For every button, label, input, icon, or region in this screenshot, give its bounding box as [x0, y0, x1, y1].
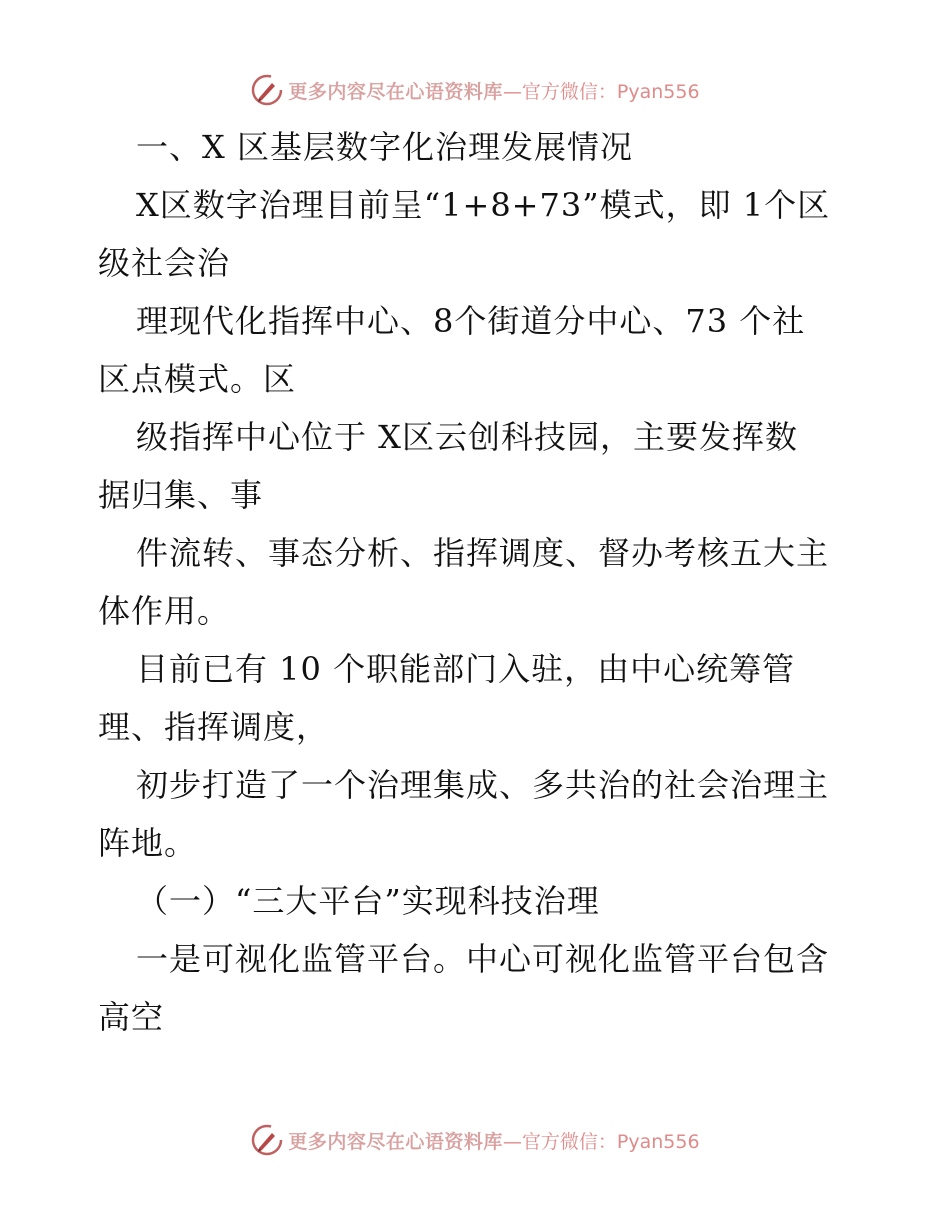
doc-line: 体作用。 [98, 592, 231, 630]
doc-line: 件流转、事态分析、指挥调度、督办考核五大主 [136, 534, 830, 572]
watermark-contact: —官方微信：Pyan556 [502, 80, 700, 103]
doc-line: 区点模式。区 [98, 360, 297, 398]
watermark-text: 更多内容尽在心语资料库 [288, 1130, 503, 1153]
doc-line: 级指挥中心位于 X区云创科技园，主要发挥数 [136, 418, 798, 456]
doc-line: 级社会治 [98, 244, 231, 282]
doc-line: （一）“三大平台”实现科技治理 [136, 882, 600, 920]
doc-line: 理现代化指挥中心、8个街道分中心、73 个社 [136, 302, 806, 340]
doc-line: 一、X 区基层数字化治理发展情况 [136, 128, 633, 166]
doc-line: 目前已有 10 个职能部门入驻，由中心统筹管 [136, 650, 796, 688]
footer-watermark [0, 1122, 950, 1158]
watermark-contact: —官方微信：Pyan556 [502, 1130, 700, 1153]
doc-line: 一是可视化监管平台。中心可视化监管平台包含 [136, 940, 830, 978]
doc-line: 高空 [98, 998, 165, 1036]
pen-logo-icon [250, 1123, 284, 1157]
watermark-text: 更多内容尽在心语资料库 [288, 80, 503, 103]
pen-logo-icon [250, 73, 284, 107]
doc-line: 阵地。 [98, 824, 198, 862]
doc-line: 据归集、事 [98, 476, 264, 514]
doc-line: 理、指挥调度， [98, 708, 330, 746]
doc-line: 初步打造了一个治理集成、多共治的社会治理主 [136, 766, 830, 804]
document-body [98, 118, 858, 1046]
doc-line: X区数字治理目前呈“1+8+73”模式，即 1个区 [136, 186, 831, 224]
header-watermark [0, 72, 950, 108]
